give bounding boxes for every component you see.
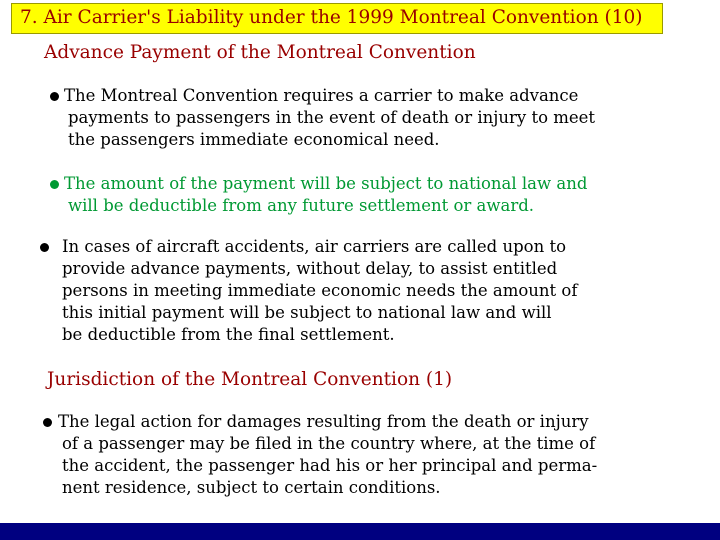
- bullet-line: nent residence, subject to certain conditions.: [62, 478, 441, 497]
- bullet-line: The amount of the payment will be subject to national law and: [64, 174, 588, 193]
- section-heading-jurisdiction: Jurisdiction of the Montreal Convention (1): [47, 369, 453, 390]
- bullet-dot-icon: [50, 180, 59, 189]
- bullet-line: In cases of aircraft accidents, air carriers are called upon to: [62, 237, 567, 256]
- bullet-dot-icon: [40, 243, 49, 252]
- bullet-line: the passengers immediate economical need.: [68, 130, 440, 149]
- bullet-line: The Montreal Convention requires a carrier to make advance: [64, 86, 579, 105]
- title-bar: [11, 3, 663, 34]
- bullet-line: this initial payment will be subject to national law and will: [62, 303, 552, 322]
- bullet-aircraft-accidents: [62, 236, 577, 346]
- slide-title: 7. Air Carrier's Liability under the 1999 Montreal Convention (10): [20, 7, 643, 28]
- bullet-line: of a passenger may be filed in the country where, at the time of: [62, 434, 596, 453]
- bullet-line: The legal action for damages resulting from the death or injury: [58, 412, 589, 431]
- bullet-carrier-advance-payment: [64, 85, 595, 151]
- bullet-line: will be deductible from any future settlement or award.: [68, 196, 535, 215]
- bullet-dot-icon: [50, 92, 59, 101]
- bullet-legal-action: [58, 411, 597, 499]
- section-heading-advance-payment: Advance Payment of the Montreal Convention: [44, 42, 476, 63]
- footer-bar: [0, 523, 720, 540]
- bullet-line: the accident, the passenger had his or her principal and perma-: [62, 456, 598, 475]
- bullet-line: provide advance payments, without delay, to assist entitled: [62, 259, 558, 278]
- bullet-dot-icon: [43, 418, 52, 427]
- bullet-line: be deductible from the final settlement.: [62, 325, 395, 344]
- bullet-line: payments to passengers in the event of death or injury to meet: [68, 108, 596, 127]
- bullet-payment-amount: [64, 173, 587, 217]
- bullet-line: persons in meeting immediate economic needs the amount of: [62, 281, 578, 300]
